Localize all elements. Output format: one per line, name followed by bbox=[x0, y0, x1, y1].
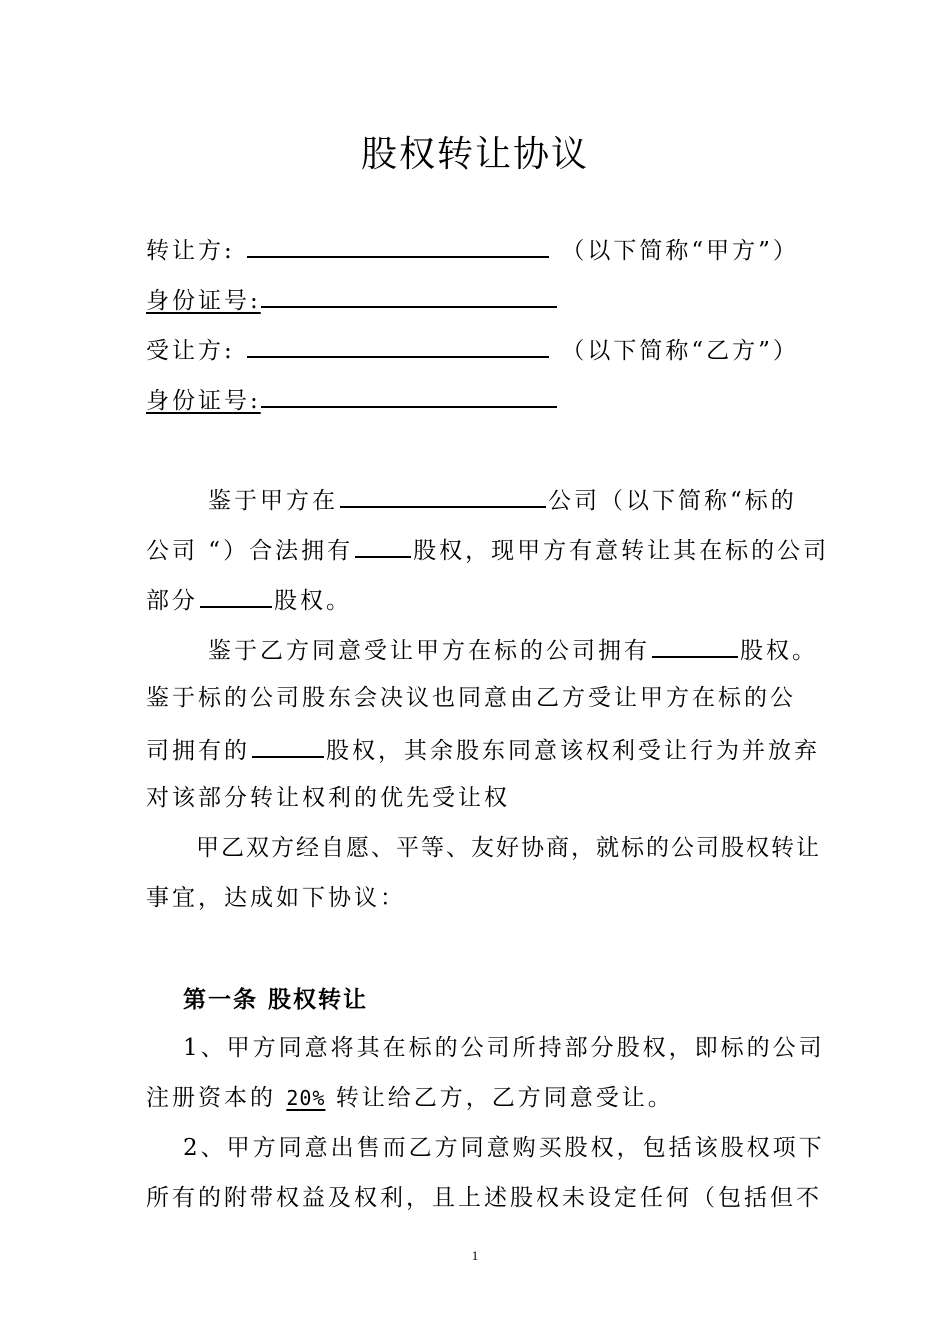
clause1-text-c: 转让给乙方，乙方同意受让。 bbox=[325, 1085, 674, 1111]
transferee-note: （以下简称“乙方”） bbox=[561, 338, 799, 364]
transfer-percentage: 20% bbox=[286, 1086, 326, 1110]
clause1-line2 bbox=[146, 1082, 674, 1114]
company-blank bbox=[340, 482, 546, 508]
owned-share-blank-2 bbox=[252, 732, 324, 758]
recital1-text-a: 鉴于甲方在 bbox=[208, 488, 338, 514]
recital2-text-d: 司拥有的 bbox=[146, 738, 250, 764]
recital2-line4 bbox=[146, 782, 510, 814]
transferor-line bbox=[146, 232, 799, 267]
document-title: 股权转让协议 bbox=[360, 134, 589, 175]
transferee-blank bbox=[247, 332, 549, 358]
clause2-text-b: 所有的附带权益及权利，且上述股权未设定任何（包括但不 bbox=[146, 1185, 822, 1211]
recital2-line3 bbox=[146, 732, 820, 767]
recital2-text-c: 鉴于标的公司股东会决议也同意由乙方受让甲方在标的公 bbox=[146, 685, 796, 711]
id2-line bbox=[146, 382, 559, 417]
partial-share-blank bbox=[200, 582, 272, 608]
transferor-blank bbox=[247, 232, 549, 258]
recital3-text-a: 甲乙双方经自愿、平等、友好协商，就标的公司股权转让 bbox=[196, 835, 821, 861]
transfer-share-blank bbox=[652, 632, 738, 658]
transferee-line bbox=[146, 332, 799, 367]
recital1-text-e: 部分 bbox=[146, 588, 198, 614]
id2-label: 身份证号: bbox=[146, 388, 261, 414]
recital2-line2 bbox=[146, 682, 796, 714]
clause2-line1 bbox=[183, 1132, 825, 1164]
clause2-line2 bbox=[146, 1182, 822, 1214]
recital3-line2 bbox=[146, 882, 406, 914]
id1-line bbox=[146, 282, 559, 317]
clause2-text-a: 2、甲方同意出售而乙方同意购买股权，包括该股权项下 bbox=[183, 1135, 825, 1161]
article1-heading: 第一条 股权转让 bbox=[183, 987, 369, 1013]
transferee-label: 受让方: bbox=[146, 338, 235, 364]
owned-share-blank bbox=[355, 532, 411, 558]
recital1-line1 bbox=[208, 482, 797, 517]
recital1-text-f: 股权。 bbox=[274, 588, 352, 614]
recital2-text-f: 对该部分转让权利的优先受让权 bbox=[146, 785, 510, 811]
transferor-label: 转让方: bbox=[146, 238, 235, 264]
id1-label: 身份证号: bbox=[146, 288, 261, 314]
recital1-line3 bbox=[146, 582, 352, 617]
clause1-text-b: 注册资本的 bbox=[146, 1085, 287, 1111]
transferor-note: （以下简称“甲方”） bbox=[561, 238, 799, 264]
recital1-text-c: 公司 “）合法拥有 bbox=[146, 538, 354, 564]
recital1-text-d: 股权，现甲方有意转让其在标的公司 bbox=[413, 538, 830, 564]
recital3-line1 bbox=[196, 832, 821, 864]
recital2-line1 bbox=[208, 632, 818, 667]
recital1-line2 bbox=[146, 532, 829, 567]
recital2-text-e: 股权，其余股东同意该权利受让行为并放弃 bbox=[326, 738, 820, 764]
clause1-text-a: 1、甲方同意将其在标的公司所持部分股权，即标的公司 bbox=[183, 1035, 825, 1061]
page-number: 1 bbox=[471, 1248, 479, 1263]
id2-blank bbox=[261, 382, 557, 408]
clause1-line1 bbox=[183, 1032, 825, 1064]
id1-blank bbox=[261, 282, 557, 308]
recital1-text-b: 公司（以下简称“标的 bbox=[548, 488, 797, 514]
recital2-text-b: 股权。 bbox=[740, 638, 818, 664]
recital2-text-a: 鉴于乙方同意受让甲方在标的公司拥有 bbox=[208, 638, 650, 664]
recital3-text-b: 事宜，达成如下协议： bbox=[146, 885, 406, 911]
